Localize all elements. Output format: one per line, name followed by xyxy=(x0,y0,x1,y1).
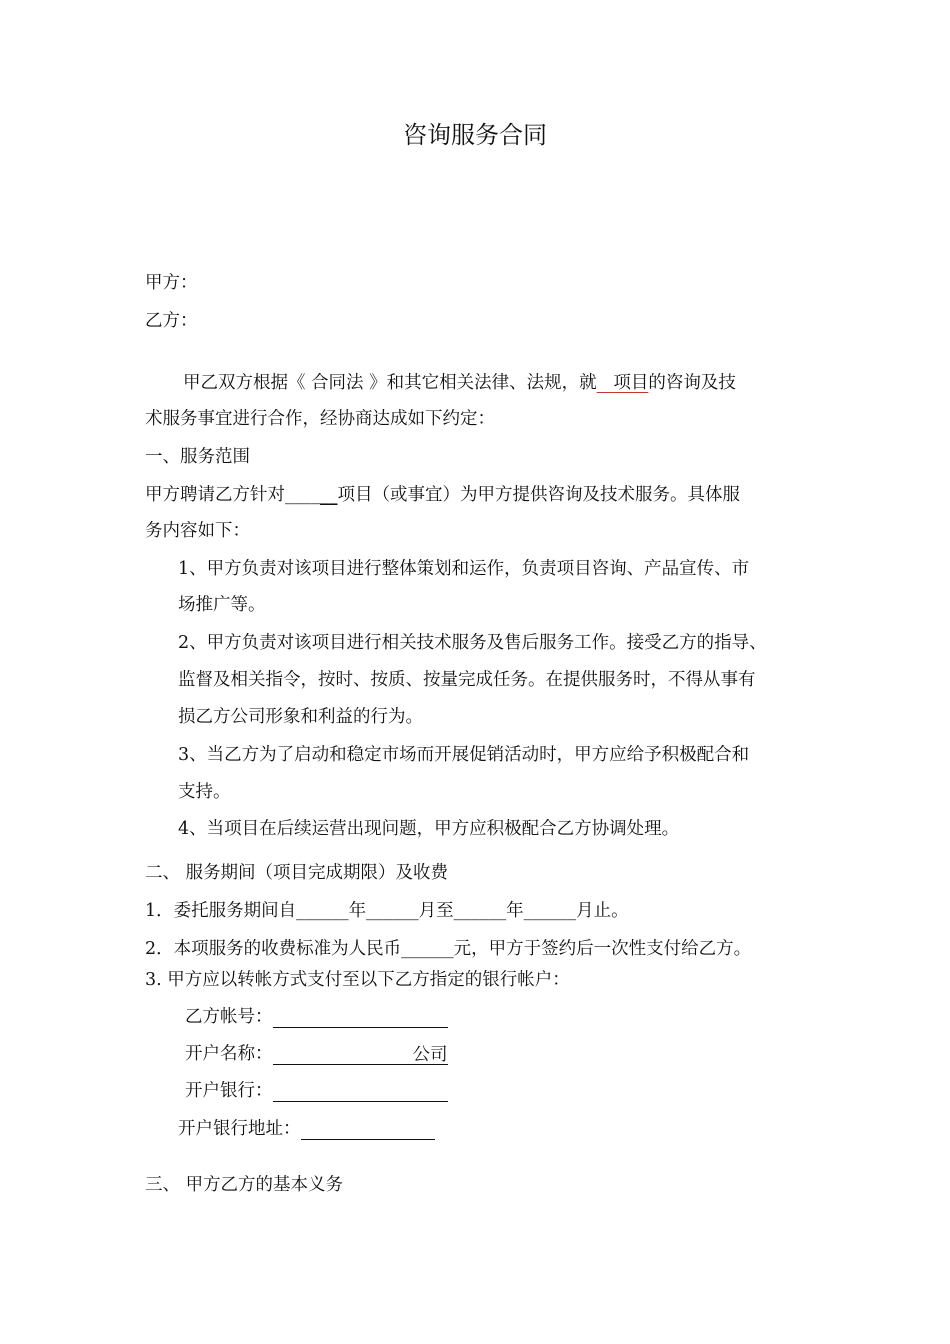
bank-name-row xyxy=(185,1080,448,1102)
list-item-2-line-1: 2、甲方负责对该项目进行相关技术服务及售后服务工作。接受乙方的指导、 xyxy=(178,633,767,653)
account-name-suffix: 公司 xyxy=(412,1045,448,1065)
bank-account-label: 乙方帐号： xyxy=(185,1007,273,1027)
account-name-row xyxy=(185,1043,448,1065)
section-2-heading: 二、 服务期间（项目完成期限）及收费 xyxy=(145,863,449,883)
intro-text-pre: 甲乙双方根据《 合同法 》和其它相关法律、法规，就 xyxy=(183,373,597,393)
bank-address-label: 开户银行地址： xyxy=(178,1119,301,1139)
party-b-label: 乙方： xyxy=(145,311,198,331)
project-blank-1: ____ xyxy=(285,485,320,505)
account-name-label: 开户名称： xyxy=(185,1044,273,1064)
list-item-3-line-2: 支持。 xyxy=(178,782,231,802)
bank-address-field xyxy=(301,1119,435,1140)
bank-name-field xyxy=(273,1081,448,1102)
list-item-3-line-1: 3、当乙方为了启动和稳定市场而开展促销活动时，甲方应给予积极配合和 xyxy=(178,745,750,765)
list-item-4-line-1: 4、当项目在后续运营出现问题，甲方应积极配合乙方协调处理。 xyxy=(178,819,680,839)
list-item-1-line-2: 场推广等。 xyxy=(178,595,266,615)
list-item-1-line-1: 1、甲方负责对该项目进行整体策划和运作，负责项目咨询、产品宣传、市 xyxy=(178,559,750,579)
section-1-text-post: 项目（或事宜）为甲方提供咨询及技术服务。具体服 xyxy=(337,485,740,505)
intro-text-post: 的咨询及技 xyxy=(648,373,736,393)
section-1-heading: 一、服务范围 xyxy=(145,447,250,467)
bank-address-row xyxy=(178,1118,435,1140)
service-period-line: 1．委托服务期间自______年______月至______年______月止。 xyxy=(145,901,629,921)
intro-line-1 xyxy=(183,372,736,394)
bank-name-label: 开户银行： xyxy=(185,1081,273,1101)
section-1-line-2: 务内容如下： xyxy=(145,521,250,541)
account-name-field xyxy=(273,1044,448,1065)
section-3-heading: 三、 甲方乙方的基本义务 xyxy=(145,1175,344,1195)
bank-account-field xyxy=(273,1007,448,1028)
intro-line-2: 术服务事宜进行合作，经协商达成如下约定： xyxy=(145,409,495,429)
list-item-2-line-2: 监督及相关指令，按时、按质、按量完成任务。在提供服务时，不得从事有 xyxy=(178,670,756,690)
document-title: 咨询服务合同 xyxy=(403,121,547,149)
intro-project-field: 项目 xyxy=(613,373,649,393)
section-1-line-1 xyxy=(145,484,740,506)
section-1-text-pre: 甲方聘请乙方针对 xyxy=(145,485,285,505)
list-item-2-line-3: 损乙方公司形象和利益的行为。 xyxy=(178,707,423,727)
project-blank-2: __ xyxy=(320,485,338,505)
fee-line: 2．本项服务的收费标准为人民币______元，甲方于签约后一次性支付给乙方。 xyxy=(145,939,752,959)
party-a-label: 甲方： xyxy=(145,273,198,293)
bank-account-row xyxy=(185,1006,448,1028)
payment-method-line: 3. 甲方应以转帐方式支付至以下乙方指定的银行帐户： xyxy=(145,970,570,990)
